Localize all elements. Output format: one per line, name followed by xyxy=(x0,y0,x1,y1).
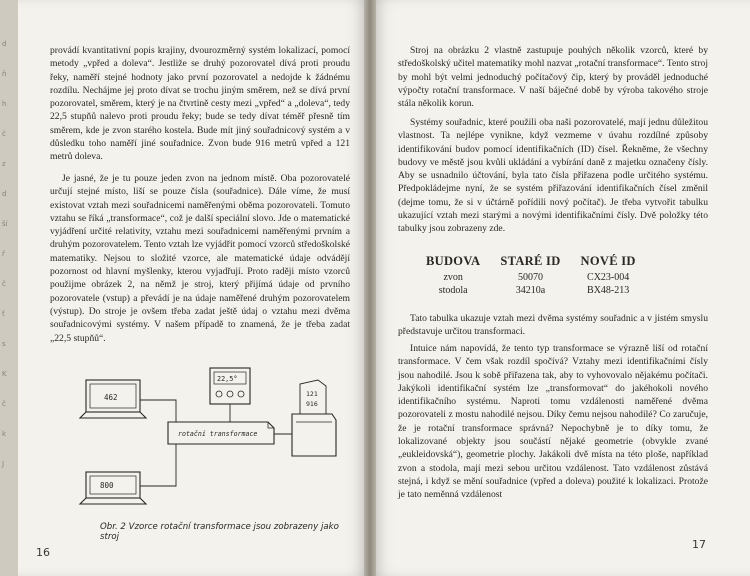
dial-value: 22,5° xyxy=(217,375,238,383)
building-id-table xyxy=(416,254,646,297)
left-paragraph-1: provádí kvantitativní popis krajiny, dvourozměrný systém lokalizací, pomocí metody „vpřed a doleva“. Jestliže se druhý pozorovatel dívá proti proudu řeky, naměří stejné hodnoty jako první pozorovatel a nedojde k žádnému rozdílu. Nechájme jej proto dívat se trochu jiným směrem, než se dívá první pozorovatel, směrem, který je na čtvrtině cesty mezi „vpřed“ a „doleva“, tedy 22,5 stupňů nalevo proti proudu řeky; bude se tedy dívat téměř přesně tím směrem, kde je zvon starého kostela. Bude mít jiný souřadnicový systém a v důsledku toho naměří jiné souřadnice. Zvon bude 916 metrů vpřed a 121 metrů doleva. xyxy=(50,45,350,163)
laptop-input-icon xyxy=(80,380,146,418)
header-nove-id: NOVÉ ID xyxy=(580,254,636,268)
page-number-left: 16 xyxy=(36,546,50,559)
right-paragraph-4: Intuice nám napovídá, že tento typ transformace se výrazně liší od rotační transformace. V čem však rozdíl spočívá? Vztahy mezi identifikačními čísly jsou nahodilé. Jsou k sobě přiřazena tak, aby to vyhovovalo nějakému počítači. Jakýkoli identifikační systém lze „transformovat“ do jakéhokoli nového identifikačního systému. Naproti tomu vzdálenosti naměřené dvěma pozorovateli z mostu nahodilé nejsou. Díky čemu nejsou nahodilé? Co zaručuje, že je rotační transformace správná? Nepochybně je to díky tomu, že lokalizované objekty jsou součástí nějaké geometrie (obvykle zvané „eukleidovská“), geometrie plochy. Jakákoli dvě místa na této ploše, například zvon a stodola, mají mezi sebou určitou vzdálenost. Tato vzdálenost zůstává stejná, i když se mění souřadnice (vpřed a doleva) použité k lokalizaci. Protože je tato neměnná vzdálenost xyxy=(398,343,708,501)
table-row xyxy=(416,284,646,297)
laptop-output-icon xyxy=(80,472,146,504)
table-row xyxy=(416,271,646,284)
rotation-machine xyxy=(168,422,292,444)
cell-old-id: 34210a xyxy=(515,285,546,296)
table-header-row xyxy=(416,254,646,271)
figure-2-diagram xyxy=(60,360,340,516)
right-paragraph-1: Stroj na obrázku 2 vlastně zastupuje pouhých několik vzorců, které by středoškolský učitel matematiky mohl nazvat „rotační transformace“. Tento stroj by mohl být velmi jednoduchý počítačový čip, který by prováděl jednoduché výpočty rotační transformace. V naší báječné době by výroba takového stroje stála několik korun. xyxy=(398,45,708,110)
cell-building: zvon xyxy=(443,272,463,283)
screen-top-left-value: 462 xyxy=(104,393,118,402)
book-gutter xyxy=(364,0,376,576)
left-paragraph-2: Je jasné, že je tu pouze jeden zvon na jednom místě. Oba pozorovatelé určují stejné místo, liší se pouze čísla (souřadnice). Dále víme, že musí existovat vztah mezi souřadnicemi naměřenými oběma pozorovateli. Tomuto vztahu se říká „transformace“, což je další speciální slovo. Jde o matematické vyjádření určité relativity, vztahu mezi souřadnicemi naměřenými prvním a druhým pozorovatelem. Tento vztah lze vyjádřit pomocí vzorců středoškolské matematiky. Nejsou to složité vzorce, ale matematické údaje odvádějí pozornost od hlavní myšlenky, kterou vyjadřují. Proto raději místo vzorců použijme obrázek 2, na němž je stroj, který přijímá údaje od prvního pozorovatele (vstup) a převádí je na údaje naměřené druhým pozorovatelem (výstup). Do stroje je ovšem třeba zadat ještě údaj o vztahu mezi dvěma souřadnicovými systémy. V našem případě to znamená, že je třeba zadat „22,5 stupňů“. xyxy=(50,173,350,344)
page-number-right: 17 xyxy=(692,538,706,551)
previous-pages-edge: d ň h č z d ší ř č ť s K č k J xyxy=(0,0,18,576)
printer-output-2: 916 xyxy=(306,400,318,408)
cell-new-id: BX48-213 xyxy=(587,285,630,296)
cable-top xyxy=(140,400,176,422)
machine-label: rotační transformace xyxy=(178,430,258,438)
angle-dial-icon xyxy=(210,368,250,422)
cell-new-id: CX23-004 xyxy=(587,272,630,283)
cell-old-id: 50070 xyxy=(517,272,543,283)
printer-icon xyxy=(292,380,336,456)
screen-bottom-left-value: 800 xyxy=(100,481,114,490)
right-paragraph-3: Tato tabulka ukazuje vztah mezi dvěma systémy souřadnic a v jistém smyslu představuje určitou transformaci. xyxy=(398,313,708,338)
right-paragraph-2: Systémy souřadnic, které použili oba naši pozorovatelé, mají jednu důležitou vlastnost. Ta nejlépe vynikne, když vezmeme v úvahu rozdílné způsoby identifikování budov pomocí identifikačních (ID) čísel. Řekněme, že všechny budovy ve městě jsou kvůli ukládání a vybírání daně z majetku označeny čísly. Aby se usnadnilo účtování, byla tato čísla přiřazena podle určitého systému. Předpokládejme nyní, že se systém přiřazování identifikačních čísel změnil (dejme tomu, že si v účtárně pořídili nový počítač). Je třeba vytvořit tabulku ukazující vztah mezi starými a novými identifikačními čísly. Dvě položky této tabulky jsou zobrazeny zde. xyxy=(398,117,708,235)
cell-building: stodola xyxy=(438,285,468,296)
header-budova: BUDOVA xyxy=(426,254,481,268)
header-stare-id: STARÉ ID xyxy=(500,254,561,268)
printer-output-1: 121 xyxy=(306,390,318,398)
cable-bottom xyxy=(140,444,176,486)
figure-caption: Obr. 2 Vzorce rotační transformace jsou zobrazeny jako stroj xyxy=(100,522,339,542)
